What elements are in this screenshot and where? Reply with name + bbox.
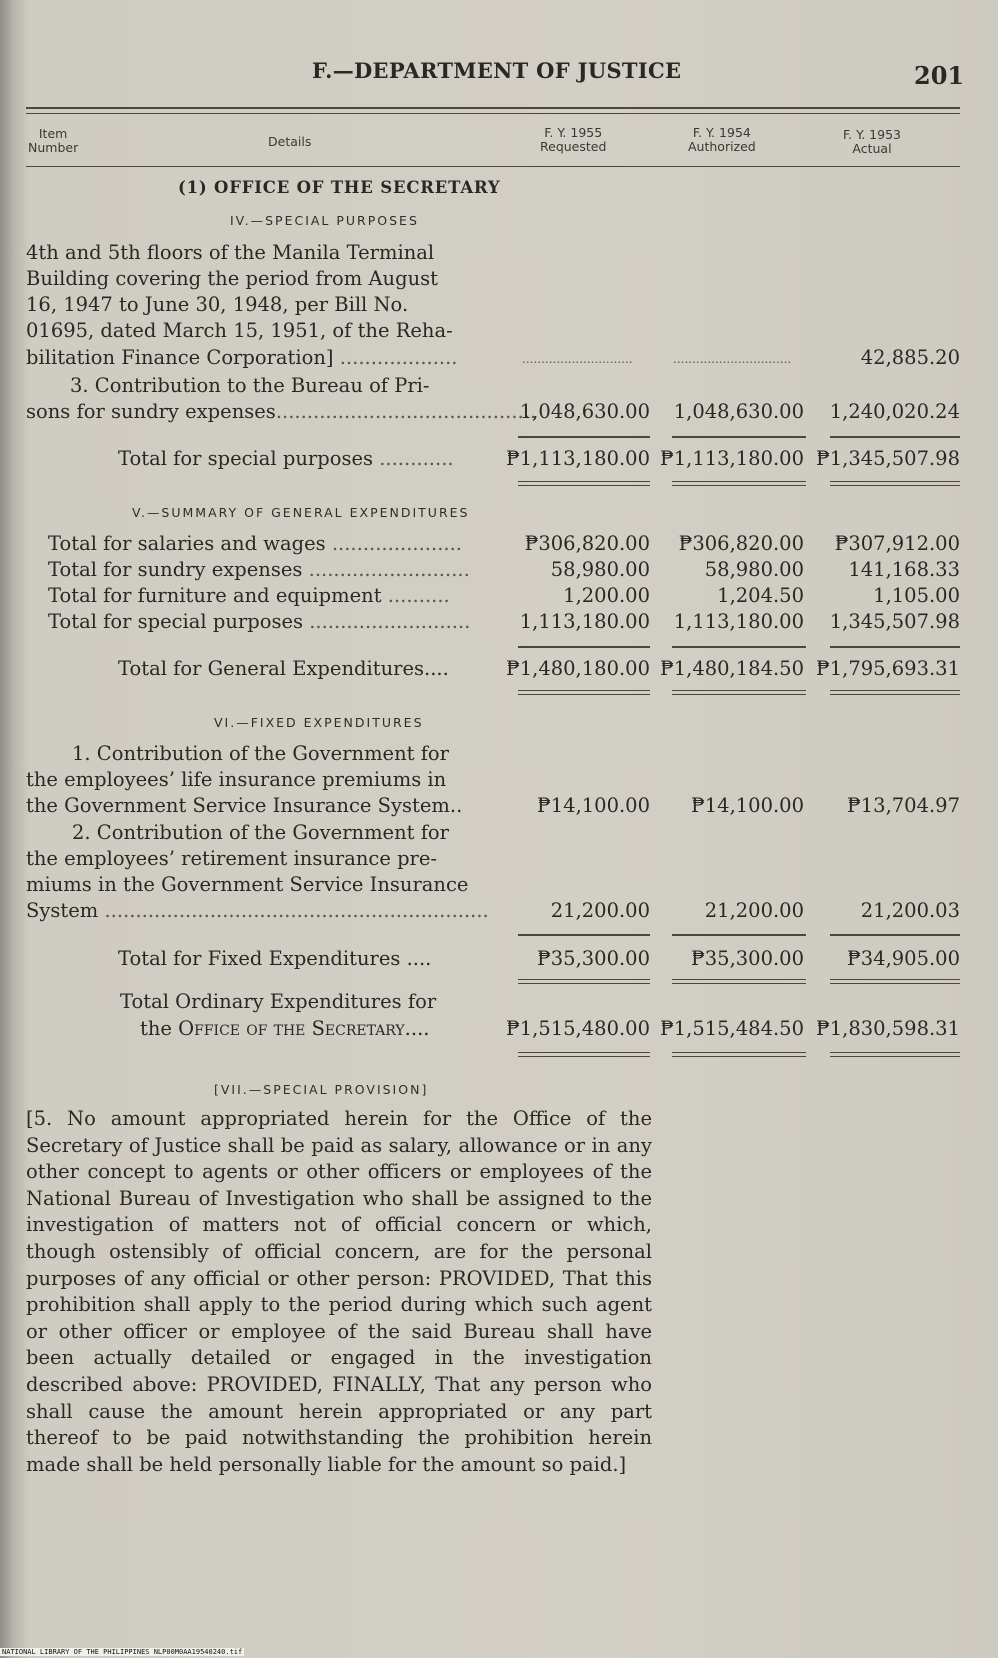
fixed-item2-fy1953: 21,200.03 xyxy=(860,899,960,922)
summary-row-fy1954: 1,113,180.00 xyxy=(673,610,804,633)
special-item3-fy1955: 1,048,630.00 xyxy=(519,400,650,423)
head-rule xyxy=(26,166,960,167)
summary-row-fy1955: ₱306,820.00 xyxy=(524,532,650,555)
double-rule xyxy=(672,481,806,482)
summary-row-label-text: Total for sundry expenses xyxy=(48,558,303,581)
leader-dots: ................... xyxy=(339,346,458,369)
double-rule xyxy=(518,1052,650,1053)
summary-row-label xyxy=(48,531,462,558)
leader-dots: ..................... xyxy=(331,532,462,555)
double-rule xyxy=(830,694,960,695)
section-heading-special-purposes: IV.—SPECIAL PURPOSES xyxy=(230,213,419,228)
special-line-2: Building covering the period from August xyxy=(26,267,438,290)
double-rule xyxy=(518,485,650,486)
col-head-fy1955: F. Y. 1955 Requested xyxy=(540,125,607,154)
sum-rule xyxy=(830,934,960,936)
double-rule xyxy=(672,983,806,984)
double-rule xyxy=(518,694,650,695)
double-rule xyxy=(830,690,960,691)
fixed-item2-line-4 xyxy=(26,898,489,925)
summary-total-fy1955: ₱1,480,180.00 xyxy=(505,657,650,680)
ordinary-total-prefix: the xyxy=(140,1017,179,1040)
special-line-1: 4th and 5th floors of the Manila Terminal xyxy=(26,241,435,264)
double-rule xyxy=(830,983,960,984)
sum-rule xyxy=(830,646,960,648)
summary-total-label: Total for General Expenditures.... xyxy=(118,657,449,680)
leader-dots: .......................... xyxy=(308,558,470,581)
summary-row-label-text: Total for furniture and equipment xyxy=(48,584,382,607)
summary-row-fy1954: 58,980.00 xyxy=(704,558,804,581)
fixed-total-fy1953: ₱34,905.00 xyxy=(846,947,960,970)
fixed-item1-line-1: 1. Contribution of the Government for xyxy=(72,742,449,765)
double-rule xyxy=(830,979,960,980)
fixed-item1-fy1955: ₱14,100.00 xyxy=(536,794,650,817)
double-rule xyxy=(830,485,960,486)
office-title: (1) OFFICE OF THE SECRETARY xyxy=(178,178,501,197)
sum-rule xyxy=(830,436,960,438)
fixed-item1-fy1953: ₱13,704.97 xyxy=(846,794,960,817)
summary-row-fy1954: 1,204.50 xyxy=(717,584,804,607)
summary-row-fy1953: 1,345,507.98 xyxy=(829,610,960,633)
fixed-item2-fy1955: 21,200.00 xyxy=(550,899,650,922)
summary-total-fy1953: ₱1,795,693.31 xyxy=(815,657,960,680)
special-line-3: 16, 1947 to June 30, 1948, per Bill No. xyxy=(26,293,409,316)
double-rule xyxy=(830,1056,960,1057)
special-total-label xyxy=(118,446,454,473)
double-rule xyxy=(672,1056,806,1057)
sum-rule xyxy=(518,646,650,648)
special-item3-fy1954: 1,048,630.00 xyxy=(673,400,804,423)
special-line5-fy1953: 42,885.20 xyxy=(860,346,960,369)
section-heading-special-provision: [VII.—SPECIAL PROVISION] xyxy=(214,1082,429,1097)
summary-row-label xyxy=(48,609,470,636)
double-rule xyxy=(518,979,650,980)
ordinary-total-office-name: Office of the Secretary xyxy=(178,1017,405,1040)
summary-row-fy1953: 1,105.00 xyxy=(873,584,960,607)
ordinary-total-line-2 xyxy=(140,1016,429,1043)
special-line-5 xyxy=(26,345,458,372)
summary-row-label xyxy=(48,557,470,584)
sum-rule xyxy=(672,934,806,936)
double-rule xyxy=(672,979,806,980)
ordinary-total-fy1953: ₱1,830,598.31 xyxy=(815,1017,960,1040)
col-head-fy1954: F. Y. 1954 Authorized xyxy=(688,125,756,154)
leader-dots: .......................... xyxy=(309,610,471,633)
special-line-5-text: bilitation Finance Corporation] xyxy=(26,346,334,369)
fixed-item2-fy1954: 21,200.00 xyxy=(704,899,804,922)
fixed-item2-line-2: the employees’ retirement insurance pre- xyxy=(26,847,438,870)
special-total-label-text: Total for special purposes xyxy=(118,447,373,470)
fixed-item2-line-4-text: System xyxy=(26,899,99,922)
sum-rule xyxy=(518,436,650,438)
special-line-4: 01695, dated March 15, 1951, of the Reha- xyxy=(26,319,453,342)
fixed-total-fy1954: ₱35,300.00 xyxy=(690,947,804,970)
double-rule xyxy=(672,485,806,486)
special-item3-line-2 xyxy=(26,399,536,426)
ordinary-total-line-1: Total Ordinary Expenditures for xyxy=(120,990,437,1013)
summary-row-fy1954: ₱306,820.00 xyxy=(678,532,804,555)
sum-rule xyxy=(518,934,650,936)
page-title: F.—DEPARTMENT OF JUSTICE xyxy=(312,58,682,83)
top-rule-thin xyxy=(26,113,960,114)
summary-row-label xyxy=(48,583,450,610)
col-head-details: Details xyxy=(268,134,312,149)
double-rule xyxy=(672,1052,806,1053)
summary-row-label-text: Total for salaries and wages xyxy=(48,532,326,555)
fixed-item1-line-2: the employees’ life insurance premiums in xyxy=(26,768,447,791)
special-total-fy1953: ₱1,345,507.98 xyxy=(815,447,960,470)
special-provision-paragraph: [5. No amount appropriated herein for the Office of the Secretary of Justice shall be paid as salary, allowance or in any other concept to agents or other officers or employees of the National Bureau of Investigation who shall be assigned to the investigation of matters not of official concern or which, though ostensibly of official concern, are for the personal purposes of any official or other person: PROVIDED, That this prohibition shall apply to the period during which such agent or other officer or employee of the said Bureau shall have been actually detailed or engaged in the investigation described above: PROVIDED, FINALLY, That any person who shall cause the amount herein appropriated or any part thereof to be paid notwithstanding the prohibition herein made shall be held personally liable for the amount so paid.] xyxy=(26,1107,652,1476)
special-item3-line-2-text: sons for sundry expenses xyxy=(26,400,276,423)
leader-dots-1954: ............................... xyxy=(673,352,792,366)
leader-dots: .............................................................. xyxy=(104,899,489,922)
leader-dots: .......................................... xyxy=(275,400,537,423)
section-heading-summary: V.—SUMMARY OF GENERAL EXPENDITURES xyxy=(132,505,470,520)
ordinary-total-fy1954: ₱1,515,484.50 xyxy=(659,1017,804,1040)
page-number: 201 xyxy=(914,61,965,90)
ordinary-total-dots: .... xyxy=(404,1017,430,1040)
fixed-item1-fy1954: ₱14,100.00 xyxy=(690,794,804,817)
sum-rule xyxy=(672,646,806,648)
special-total-fy1954: ₱1,113,180.00 xyxy=(659,447,804,470)
fixed-item1-line-3: the Government Service Insurance System.. xyxy=(26,794,463,817)
summary-row-fy1953: 141,168.33 xyxy=(848,558,960,581)
double-rule xyxy=(518,983,650,984)
summary-row-fy1955: 58,980.00 xyxy=(550,558,650,581)
double-rule xyxy=(518,481,650,482)
leader-dots: .......... xyxy=(387,584,450,607)
summary-row-label-text: Total for special purposes xyxy=(48,610,303,633)
leader-dots: ............ xyxy=(379,447,454,470)
summary-total-fy1954: ₱1,480,184.50 xyxy=(659,657,804,680)
top-rule xyxy=(26,107,960,109)
double-rule xyxy=(830,481,960,482)
fixed-item2-line-3: miums in the Government Service Insurance xyxy=(26,873,469,896)
summary-row-fy1953: ₱307,912.00 xyxy=(834,532,960,555)
fixed-total-label: Total for Fixed Expenditures .... xyxy=(118,947,432,970)
leader-dots-1955: ............................. xyxy=(522,352,633,366)
ordinary-total-fy1955: ₱1,515,480.00 xyxy=(505,1017,650,1040)
col-head-item-number: Item Number xyxy=(28,126,79,155)
special-item3-fy1953: 1,240,020.24 xyxy=(829,400,960,423)
double-rule xyxy=(672,694,806,695)
section-heading-fixed: VI.—FIXED EXPENDITURES xyxy=(214,715,424,730)
double-rule xyxy=(672,690,806,691)
double-rule xyxy=(518,690,650,691)
col-head-fy1953: F. Y. 1953 Actual xyxy=(843,127,901,156)
sum-rule xyxy=(672,436,806,438)
double-rule xyxy=(830,1052,960,1053)
fixed-total-fy1955: ₱35,300.00 xyxy=(536,947,650,970)
special-item3-line-1: 3. Contribution to the Bureau of Pri- xyxy=(70,374,430,397)
scan-footer: NATIONAL LIBRARY OF THE PHILIPPINES NLP00M0AA19540240.tif xyxy=(2,1648,243,1656)
special-total-fy1955: ₱1,113,180.00 xyxy=(505,447,650,470)
summary-row-fy1955: 1,200.00 xyxy=(563,584,650,607)
summary-row-fy1955: 1,113,180.00 xyxy=(519,610,650,633)
double-rule xyxy=(518,1056,650,1057)
fixed-item2-line-1: 2. Contribution of the Government for xyxy=(72,821,449,844)
